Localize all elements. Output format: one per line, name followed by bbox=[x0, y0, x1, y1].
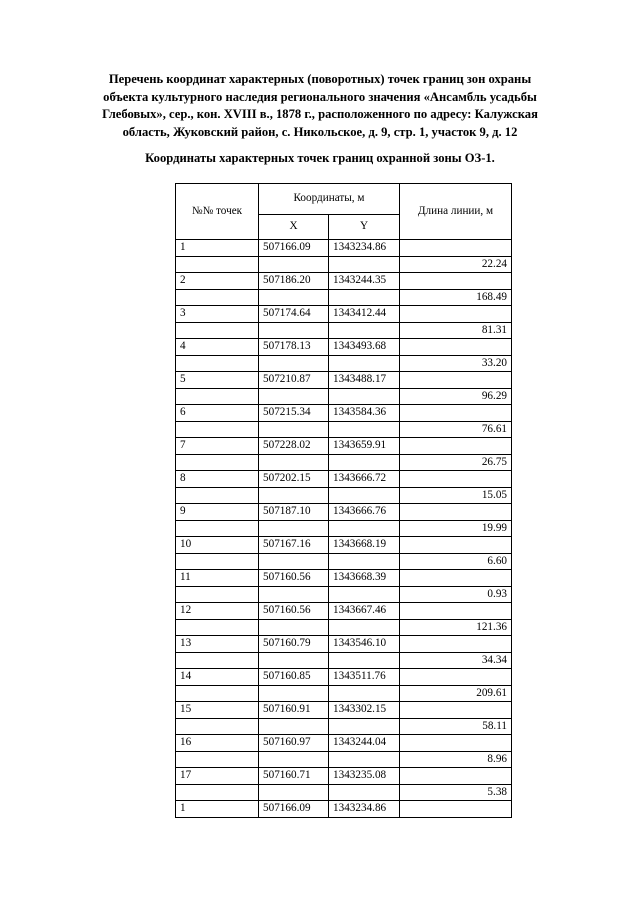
y-coordinate-cell: 1343668.19 bbox=[329, 537, 400, 554]
header-line-length: Длина линии, м bbox=[400, 184, 512, 240]
point-number-cell: 9 bbox=[176, 504, 259, 521]
x-coordinate-cell: 507160.91 bbox=[259, 702, 329, 719]
y-coordinate-cell: 1343666.72 bbox=[329, 471, 400, 488]
point-number-cell: 8 bbox=[176, 471, 259, 488]
y-coordinate-cell: 1343235.08 bbox=[329, 768, 400, 785]
point-row bbox=[176, 702, 512, 719]
empty-cell bbox=[259, 256, 329, 273]
x-coordinate-cell: 507187.10 bbox=[259, 504, 329, 521]
empty-cell bbox=[329, 619, 400, 636]
empty-cell bbox=[259, 388, 329, 405]
point-row bbox=[176, 537, 512, 554]
empty-cell bbox=[259, 685, 329, 702]
empty-cell bbox=[329, 289, 400, 306]
line-length-cell: 34.34 bbox=[400, 652, 512, 669]
point-row bbox=[176, 801, 512, 818]
x-coordinate-cell: 507186.20 bbox=[259, 273, 329, 290]
point-row bbox=[176, 735, 512, 752]
empty-cell bbox=[329, 784, 400, 801]
line-length-cell: 209.61 bbox=[400, 685, 512, 702]
segment-length-row bbox=[176, 487, 512, 504]
line-length-cell: 81.31 bbox=[400, 322, 512, 339]
y-coordinate-cell: 1343659.91 bbox=[329, 438, 400, 455]
table-body bbox=[176, 240, 512, 818]
line-length-cell: 26.75 bbox=[400, 454, 512, 471]
header-x: X bbox=[259, 215, 329, 240]
point-number-cell: 6 bbox=[176, 405, 259, 422]
line-length-cell: 168.49 bbox=[400, 289, 512, 306]
y-coordinate-cell: 1343488.17 bbox=[329, 372, 400, 389]
y-coordinate-cell: 1343234.86 bbox=[329, 801, 400, 818]
empty-cell bbox=[329, 553, 400, 570]
empty-cell bbox=[259, 652, 329, 669]
empty-cell bbox=[329, 322, 400, 339]
y-coordinate-cell: 1343546.10 bbox=[329, 636, 400, 653]
line-length-cell: 6.60 bbox=[400, 553, 512, 570]
empty-cell bbox=[176, 454, 259, 471]
x-coordinate-cell: 507160.56 bbox=[259, 603, 329, 620]
empty-cell bbox=[176, 586, 259, 603]
segment-length-row bbox=[176, 520, 512, 537]
empty-cell bbox=[176, 553, 259, 570]
point-row bbox=[176, 438, 512, 455]
empty-cell bbox=[176, 487, 259, 504]
empty-length-cell bbox=[400, 570, 512, 587]
empty-length-cell bbox=[400, 537, 512, 554]
point-row bbox=[176, 372, 512, 389]
point-row bbox=[176, 405, 512, 422]
empty-cell bbox=[259, 289, 329, 306]
empty-cell bbox=[329, 487, 400, 504]
empty-cell bbox=[329, 388, 400, 405]
empty-length-cell bbox=[400, 669, 512, 686]
point-row bbox=[176, 471, 512, 488]
empty-cell bbox=[259, 454, 329, 471]
point-number-cell: 11 bbox=[176, 570, 259, 587]
segment-length-row bbox=[176, 784, 512, 801]
empty-length-cell bbox=[400, 339, 512, 356]
segment-length-row bbox=[176, 553, 512, 570]
empty-cell bbox=[176, 652, 259, 669]
point-row bbox=[176, 273, 512, 290]
y-coordinate-cell: 1343493.68 bbox=[329, 339, 400, 356]
x-coordinate-cell: 507166.09 bbox=[259, 801, 329, 818]
empty-cell bbox=[176, 289, 259, 306]
y-coordinate-cell: 1343668.39 bbox=[329, 570, 400, 587]
y-coordinate-cell: 1343412.44 bbox=[329, 306, 400, 323]
y-coordinate-cell: 1343511.76 bbox=[329, 669, 400, 686]
point-number-cell: 1 bbox=[176, 801, 259, 818]
empty-length-cell bbox=[400, 306, 512, 323]
empty-cell bbox=[176, 388, 259, 405]
empty-cell bbox=[259, 619, 329, 636]
point-row bbox=[176, 768, 512, 785]
empty-length-cell bbox=[400, 603, 512, 620]
header-coordinates: Координаты, м bbox=[259, 184, 400, 215]
point-row bbox=[176, 240, 512, 257]
empty-length-cell bbox=[400, 768, 512, 785]
line-length-cell: 15.05 bbox=[400, 487, 512, 504]
empty-cell bbox=[259, 421, 329, 438]
segment-length-row bbox=[176, 718, 512, 735]
empty-length-cell bbox=[400, 240, 512, 257]
table-caption: Координаты характерных точек границ охранной зоны ОЗ-1. bbox=[145, 151, 495, 165]
empty-cell bbox=[329, 652, 400, 669]
title-line: область, Жуковский район, с. Никольское, д. 9, стр. 1, участок 9, д. 12 bbox=[122, 124, 518, 139]
empty-cell bbox=[176, 685, 259, 702]
empty-cell bbox=[259, 784, 329, 801]
empty-cell bbox=[176, 751, 259, 768]
line-length-cell: 0.93 bbox=[400, 586, 512, 603]
segment-length-row bbox=[176, 652, 512, 669]
x-coordinate-cell: 507160.85 bbox=[259, 669, 329, 686]
point-number-cell: 1 bbox=[176, 240, 259, 257]
table-header bbox=[176, 184, 512, 240]
point-number-cell: 15 bbox=[176, 702, 259, 719]
point-number-cell: 12 bbox=[176, 603, 259, 620]
point-number-cell: 5 bbox=[176, 372, 259, 389]
empty-cell bbox=[329, 454, 400, 471]
x-coordinate-cell: 507178.13 bbox=[259, 339, 329, 356]
line-length-cell: 19.99 bbox=[400, 520, 512, 537]
empty-length-cell bbox=[400, 504, 512, 521]
point-number-cell: 2 bbox=[176, 273, 259, 290]
x-coordinate-cell: 507215.34 bbox=[259, 405, 329, 422]
y-coordinate-cell: 1343302.15 bbox=[329, 702, 400, 719]
y-coordinate-cell: 1343667.46 bbox=[329, 603, 400, 620]
empty-cell bbox=[176, 322, 259, 339]
segment-length-row bbox=[176, 586, 512, 603]
segment-length-row bbox=[176, 355, 512, 372]
x-coordinate-cell: 507174.64 bbox=[259, 306, 329, 323]
point-number-cell: 17 bbox=[176, 768, 259, 785]
line-length-cell: 96.29 bbox=[400, 388, 512, 405]
x-coordinate-cell: 507202.15 bbox=[259, 471, 329, 488]
empty-cell bbox=[329, 355, 400, 372]
line-length-cell: 76.61 bbox=[400, 421, 512, 438]
x-coordinate-cell: 507166.09 bbox=[259, 240, 329, 257]
x-coordinate-cell: 507228.02 bbox=[259, 438, 329, 455]
segment-length-row bbox=[176, 256, 512, 273]
y-coordinate-cell: 1343244.35 bbox=[329, 273, 400, 290]
empty-cell bbox=[329, 586, 400, 603]
empty-cell bbox=[259, 322, 329, 339]
empty-cell bbox=[329, 751, 400, 768]
empty-length-cell bbox=[400, 405, 512, 422]
x-coordinate-cell: 507160.71 bbox=[259, 768, 329, 785]
point-row bbox=[176, 603, 512, 620]
point-row bbox=[176, 339, 512, 356]
point-row bbox=[176, 504, 512, 521]
x-coordinate-cell: 507160.97 bbox=[259, 735, 329, 752]
segment-length-row bbox=[176, 751, 512, 768]
point-number-cell: 4 bbox=[176, 339, 259, 356]
y-coordinate-cell: 1343584.36 bbox=[329, 405, 400, 422]
segment-length-row bbox=[176, 685, 512, 702]
title-line: Глебовых», сер., кон. XVIII в., 1878 г., расположенного по адресу: Калужская bbox=[102, 107, 538, 121]
line-length-cell: 5.38 bbox=[400, 784, 512, 801]
line-length-cell: 58.11 bbox=[400, 718, 512, 735]
empty-cell bbox=[176, 256, 259, 273]
segment-length-row bbox=[176, 388, 512, 405]
y-coordinate-cell: 1343234.86 bbox=[329, 240, 400, 257]
empty-cell bbox=[259, 718, 329, 735]
title-line: Перечень координат характерных (поворотных) точек границ зон охраны bbox=[108, 72, 532, 86]
y-coordinate-cell: 1343244.04 bbox=[329, 735, 400, 752]
empty-cell bbox=[329, 520, 400, 537]
coordinates-table bbox=[175, 183, 512, 818]
point-row bbox=[176, 669, 512, 686]
empty-cell bbox=[176, 421, 259, 438]
line-length-cell: 8.96 bbox=[400, 751, 512, 768]
point-number-cell: 13 bbox=[176, 636, 259, 653]
empty-cell bbox=[176, 520, 259, 537]
empty-length-cell bbox=[400, 471, 512, 488]
empty-length-cell bbox=[400, 801, 512, 818]
x-coordinate-cell: 507210.87 bbox=[259, 372, 329, 389]
point-row bbox=[176, 306, 512, 323]
empty-cell bbox=[329, 685, 400, 702]
segment-length-row bbox=[176, 619, 512, 636]
point-row bbox=[176, 636, 512, 653]
point-row bbox=[176, 570, 512, 587]
empty-length-cell bbox=[400, 273, 512, 290]
empty-length-cell bbox=[400, 702, 512, 719]
point-number-cell: 10 bbox=[176, 537, 259, 554]
line-length-cell: 121.36 bbox=[400, 619, 512, 636]
empty-cell bbox=[259, 355, 329, 372]
empty-cell bbox=[176, 619, 259, 636]
empty-cell bbox=[259, 586, 329, 603]
x-coordinate-cell: 507160.79 bbox=[259, 636, 329, 653]
segment-length-row bbox=[176, 421, 512, 438]
point-number-cell: 3 bbox=[176, 306, 259, 323]
point-number-cell: 16 bbox=[176, 735, 259, 752]
empty-length-cell bbox=[400, 735, 512, 752]
empty-cell bbox=[176, 355, 259, 372]
y-coordinate-cell: 1343666.76 bbox=[329, 504, 400, 521]
point-number-cell: 14 bbox=[176, 669, 259, 686]
empty-cell bbox=[259, 751, 329, 768]
x-coordinate-cell: 507167.16 bbox=[259, 537, 329, 554]
empty-length-cell bbox=[400, 438, 512, 455]
empty-cell bbox=[329, 718, 400, 735]
empty-cell bbox=[329, 256, 400, 273]
segment-length-row bbox=[176, 289, 512, 306]
x-coordinate-cell: 507160.56 bbox=[259, 570, 329, 587]
segment-length-row bbox=[176, 454, 512, 471]
line-length-cell: 33.20 bbox=[400, 355, 512, 372]
segment-length-row bbox=[176, 322, 512, 339]
empty-cell bbox=[259, 487, 329, 504]
empty-cell bbox=[176, 784, 259, 801]
empty-cell bbox=[259, 520, 329, 537]
empty-length-cell bbox=[400, 372, 512, 389]
title-line: объекта культурного наследия регионального значения «Ансамбль усадьбы bbox=[103, 89, 537, 104]
empty-cell bbox=[176, 718, 259, 735]
empty-length-cell bbox=[400, 636, 512, 653]
document-title bbox=[60, 71, 580, 141]
line-length-cell: 22.24 bbox=[400, 256, 512, 273]
point-number-cell: 7 bbox=[176, 438, 259, 455]
header-point-number: №№ точек bbox=[176, 184, 259, 240]
empty-cell bbox=[259, 553, 329, 570]
header-y: Y bbox=[329, 215, 400, 240]
empty-cell bbox=[329, 421, 400, 438]
